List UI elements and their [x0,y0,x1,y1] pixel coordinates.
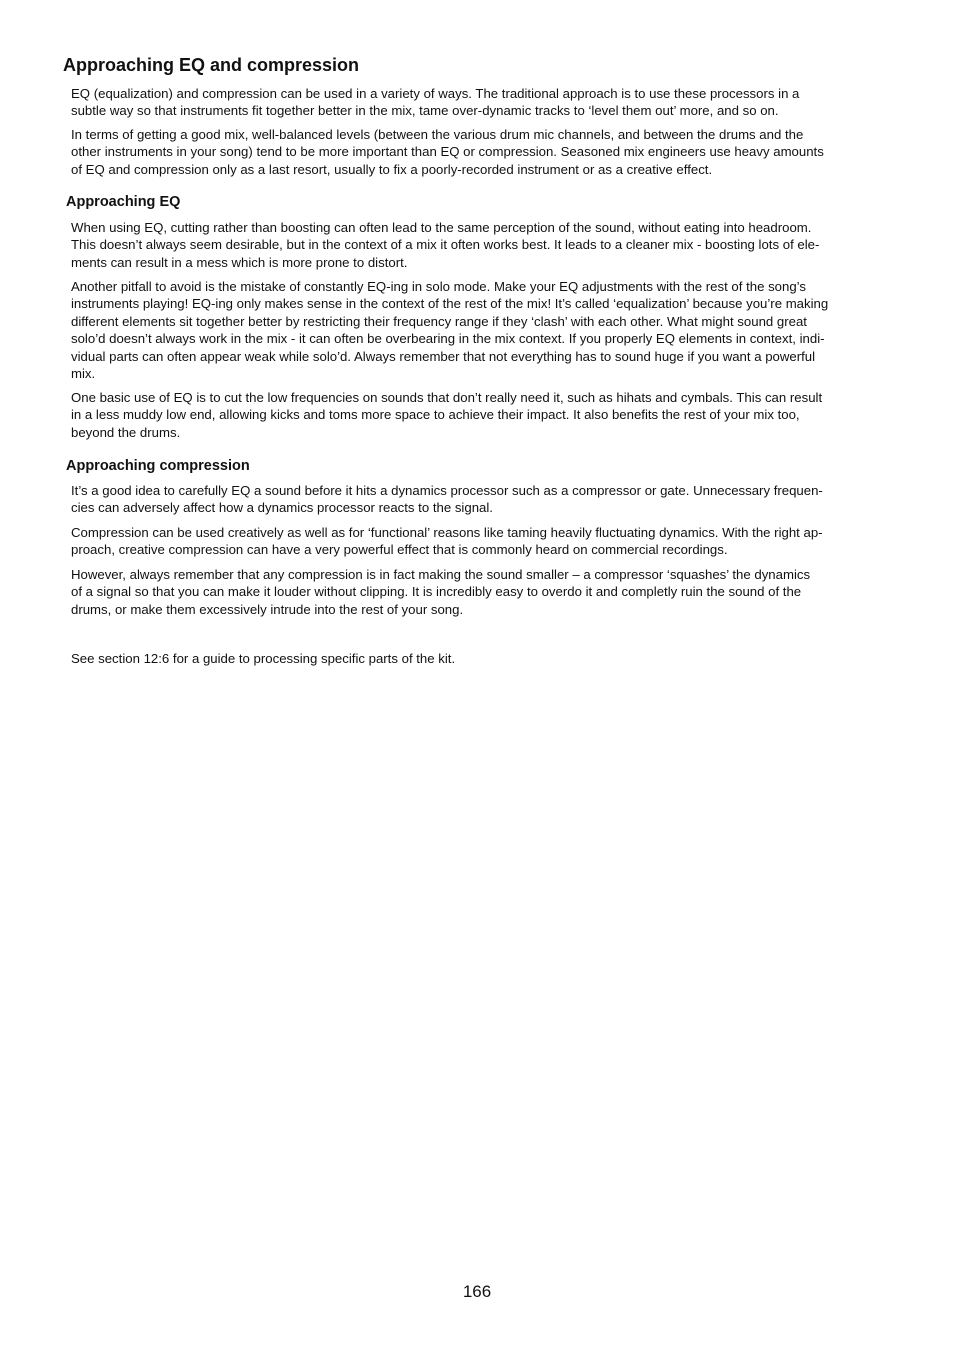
page-title: Approaching EQ and compression [63,55,360,75]
compression-paragraph-1: It’s a good idea to carefully EQ a sound before it hits a dynamics processor such as a compressor or gate. Unnecessary frequen- cies can adversely affect how a dynamics processor reacts to the signal. [71,483,823,516]
compression-paragraph-2: Compression can be used creatively as well as for ‘functional’ reasons like taming heavily fluctuating dynamics. With the right ap- proach, creative compression can have a very powerful effect that is commonly heard on commercial recordings. [71,525,823,558]
eq-paragraph-3: One basic use of EQ is to cut the low frequencies on sounds that don’t really need it, such as hihats and cymbals. This can result in a less muddy low end, allowing kicks and toms more space to achieve their impact. It also benefits the rest of your mix too, beyond the drums. [71,390,823,440]
page-number: 166 [462,1282,492,1301]
intro-paragraph-2: In terms of getting a good mix, well-balanced levels (between the various drum mic channels, and between the drums and the other instruments in your song) tend to be more important than EQ or compression. Seasoned mix engineers use heavy amounts of EQ and compression only as a last resort, usually to fix a poorly-recorded instrument or as a creative effect. [71,127,824,177]
section-heading-compression: Approaching compression [66,458,250,474]
compression-paragraph-3: However, always remember that any compression is in fact making the sound smaller – a compressor ‘squashes’ the dynamics of a signal so that you can make it louder without clipping. It is incredibly easy to overdo it and completly ruin the sound of the drums, or make them excessively intrude into the rest of your song. [71,567,811,617]
eq-paragraph-1: When using EQ, cutting rather than boosting can often lead to the same perception of the sound, without eating into headroom. This doesn’t always seem desirable, but in the context of a mix it often works best. It leads to a cleaner mix - boosting lots of ele- ments can result in a mess which is more prone to distort. [71,220,820,270]
see-also-note: See section 12:6 for a guide to processing specific parts of the kit. [71,651,456,666]
intro-paragraph-1: EQ (equalization) and compression can be used in a variety of ways. The traditional approach is to use these processors in a subtle way so that instruments fit together better in the mix, tame over-dynamic tracks to ‘level them out’ more, and so on. [71,86,800,119]
eq-paragraph-2: Another pitfall to avoid is the mistake of constantly EQ-ing in solo mode. Make your EQ adjustments with the rest of the song’s instruments playing! EQ-ing only makes sense in the context of the rest of the mix! It’s called ‘equalization’ because you’re making different elements sit together better by restricting their frequency range if they ‘clash’ with each other. What might sound great solo’d doesn’t always work in the mix - it can often be overbearing in the mix context. If you properly EQ elements in context, indi- vidual parts can often appear weak while solo’d. Always remember that not everything has to sound huge if you want a powerful mix. [71,279,829,382]
section-heading-eq: Approaching EQ [66,194,181,210]
